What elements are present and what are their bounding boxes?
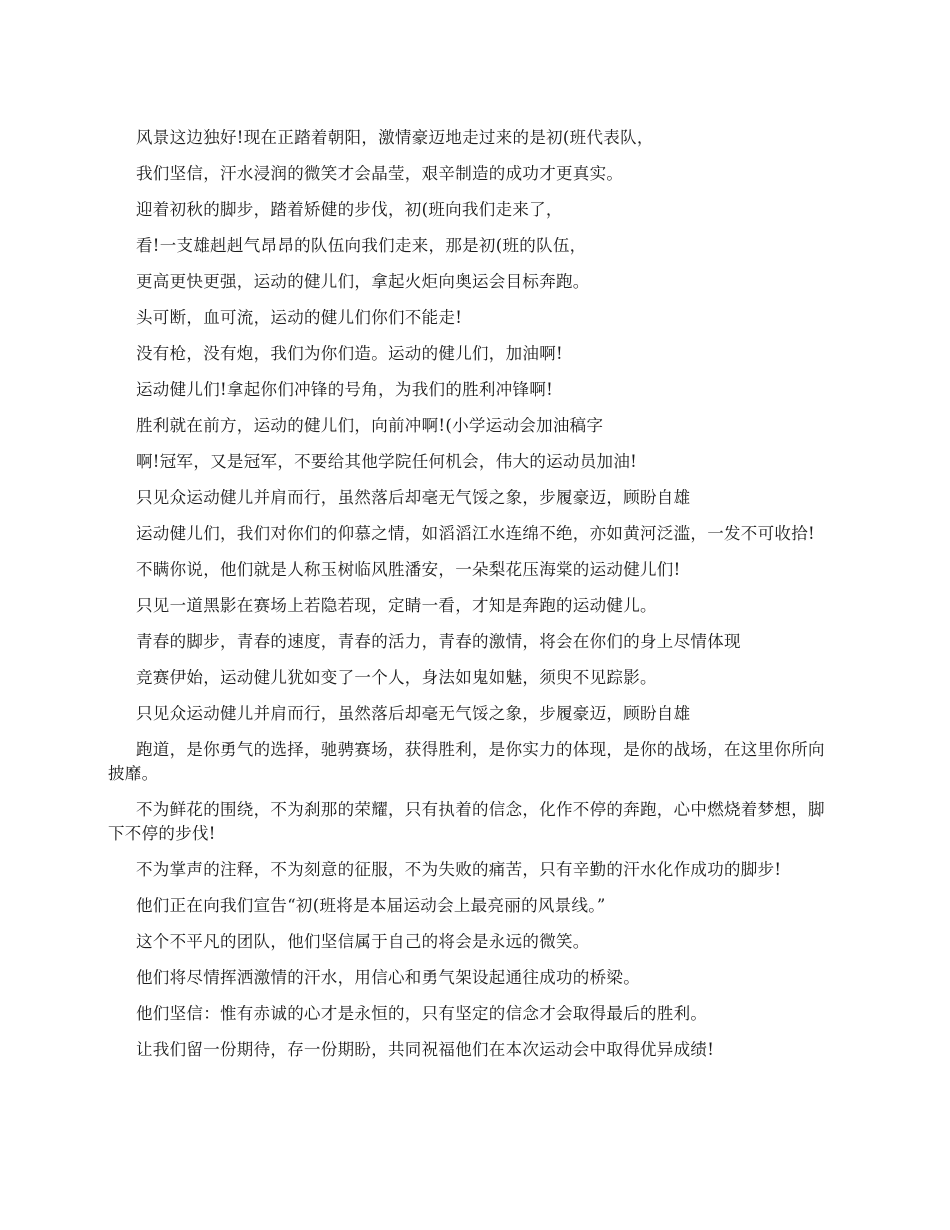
paragraph: 青春的脚步，青春的速度，青春的活力，青春的激情，将会在你们的身上尽情体现 [136,632,741,651]
paragraph: 我们坚信，汗水浸润的微笑才会晶莹，艰辛制造的成功才更真实。 [136,164,624,183]
paragraph: 没有枪，没有炮，我们为你们造。运动的健儿们，加油啊! [136,344,563,363]
paragraph: 风景这边独好!现在正踏着朝阳，激情豪迈地走过来的是初(班代表队， [136,128,654,147]
paragraph: 更高更快更强，运动的健儿们，拿起火炬向奥运会目标奔跑。 [136,272,590,291]
paragraph: 竞赛伊始，运动健儿犹如变了一个人，身法如鬼如魅，须臾不见踪影。 [136,668,657,687]
paragraph: 让我们留一份期待，存一份期盼，共同祝福他们在本次运动会中取得优异成绩! [136,1040,715,1059]
paragraph: 不为鲜花的围绕，不为刹那的荣耀，只有执着的信念，化作不停的奔跑，心中燃烧着梦想，脚下不停的步伐! [108,800,825,843]
paragraph: 头可断，血可流，运动的健儿们你们不能走! [136,308,463,327]
paragraph: 运动健儿们，我们对你们的仰慕之情，如滔滔江水连绵不绝，亦如黄河泛滥，一发不可收拾! [136,524,815,543]
paragraph: 运动健儿们!拿起你们冲锋的号角，为我们的胜利冲锋啊! [136,380,554,399]
paragraph: 他们正在向我们宣告“初(班将是本届运动会上最亮丽的风景线。” [136,896,606,915]
paragraph: 不瞒你说，他们就是人称玉树临风胜潘安，一朵梨花压海棠的运动健儿们! [136,560,681,579]
paragraph: 他们将尽情挥洒激情的汗水，用信心和勇气架设起通往成功的桥梁。 [136,968,640,987]
document-body [108,126,828,1074]
paragraph: 只见一道黑影在赛场上若隐若现，定睛一看，才知是奔跑的运动健儿。 [136,596,657,615]
paragraph: 这个不平凡的团队，他们坚信属于自己的将会是永远的微笑。 [136,932,590,951]
paragraph: 啊!冠军，又是冠军，不要给其他学院任何机会，伟大的运动员加油! [136,452,638,471]
paragraph: 看!一支雄赳赳气昂昂的队伍向我们走来，那是初(班的队伍， [136,236,587,255]
paragraph: 迎着初秋的脚步，踏着矫健的步伐，初(班向我们走来了， [136,200,563,219]
paragraph: 胜利就在前方，运动的健儿们，向前冲啊!(小学运动会加油稿字 [136,416,604,435]
paragraph: 他们坚信：惟有赤诚的心才是永恒的，只有坚定的信念才会取得最后的胜利。 [136,1004,708,1023]
paragraph: 不为掌声的注释，不为刻意的征服，不为失败的痛苦，只有辛勤的汗水化作成功的脚步! [136,860,782,879]
paragraph: 跑道，是你勇气的选择，驰骋赛场，获得胜利，是你实力的体现，是你的战场，在这里你所向披靡。 [108,740,825,783]
paragraph: 只见众运动健儿并肩而行，虽然落后却毫无气馁之象，步履豪迈，顾盼自雄 [136,488,691,507]
paragraph: 只见众运动健儿并肩而行，虽然落后却毫无气馁之象，步履豪迈，顾盼自雄 [136,704,691,723]
